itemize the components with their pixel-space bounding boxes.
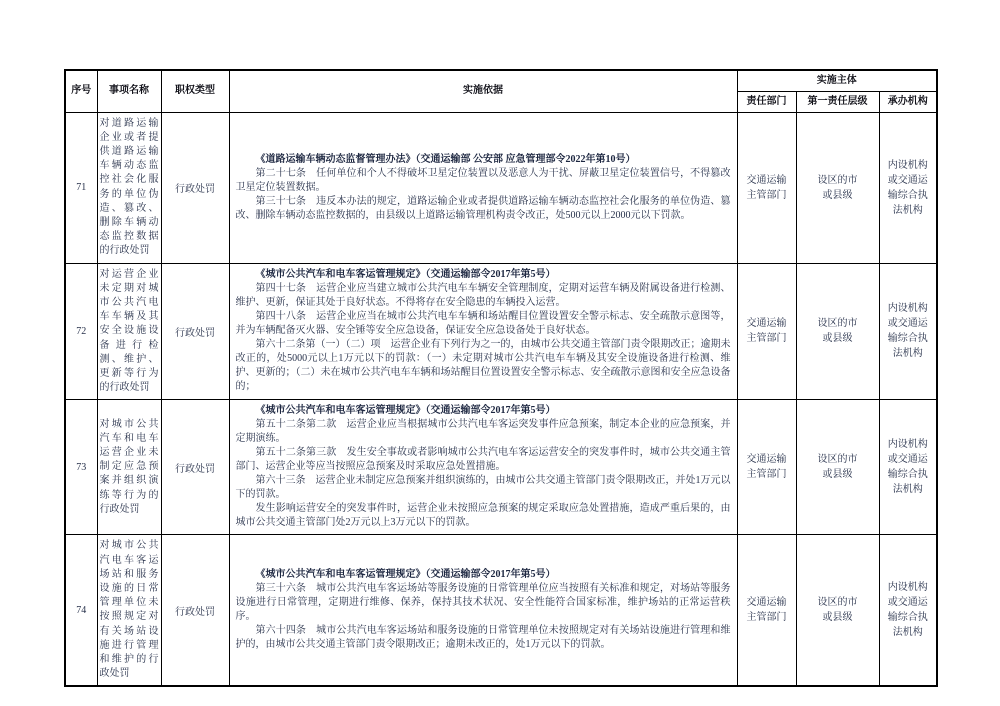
- basis-paragraphs: [236, 167, 731, 223]
- handling-agency-cell: 内设机构或交通运输综合执法机构: [879, 535, 937, 687]
- basis-law-title: 《道路运输车辆动态监督管理办法》（交通运输部 公安部 应急管理部令2022年第10号）: [255, 153, 636, 165]
- item-name-cell: 对运营企业未定期对城市公共汽电车车辆及其安全设施设备进行检测、维护、更新等行为的行政处罚: [97, 263, 161, 400]
- implementation-basis-cell: [229, 400, 737, 535]
- table-row: [65, 400, 937, 535]
- authority-type-cell: 行政处罚: [161, 400, 229, 535]
- table-body: [65, 112, 937, 686]
- basis-law-title: 《城市公共汽车和电车客运管理规定》（交通运输部令2017年第5号）: [255, 569, 556, 581]
- responsibility-level-cell: 设区的市或县级: [796, 400, 879, 535]
- handling-agency-cell: 内设机构或交通运输综合执法机构: [879, 263, 937, 400]
- basis-paragraph: 第六十三条 运营企业未制定应急预案并组织演练的，由城市公共交通主管部门责令限期改正，并处1万元以下的罚款。: [235, 475, 731, 501]
- basis-law-title: 《城市公共汽车和电车客运管理规定》（交通运输部令2017年第5号）: [255, 269, 556, 281]
- basis-paragraph: 第五十二条第三款 发生安全事故或者影响城市公共汽电车客运运营安全的突发事件时，城市公共交通主管部门、运营企业等应当按照应急预案及时采取应急处置措施。: [235, 447, 731, 473]
- basis-paragraphs: [236, 582, 731, 652]
- header-handling-agency: 承办机构: [879, 91, 937, 112]
- serial-number-cell: 74: [65, 535, 97, 687]
- header-authority-type: 职权类型: [161, 70, 229, 112]
- responsible-department-cell: 交通运输主管部门: [737, 112, 796, 263]
- header-implementation-subject: 实施主体: [737, 70, 937, 91]
- basis-paragraph: 第二十七条 任何单位和个人不得破坏卫星定位装置以及恶意人为干扰、屏蔽卫星定位装置信号，不得篡改卫星定位装置数据。: [235, 167, 731, 193]
- basis-paragraphs: [236, 418, 731, 530]
- authority-type-cell: 行政处罚: [161, 112, 229, 263]
- basis-paragraph: 发生影响运营安全的突发事件时，运营企业未按照应急预案的规定采取应急处置措施，造成严重后果的，由城市公共交通主管部门处2万元以上3万元以下的罚款。: [235, 503, 731, 529]
- responsible-department-cell: 交通运输主管部门: [737, 400, 796, 535]
- basis-paragraph: 第三十七条 违反本办法的规定，道路运输企业或者提供道路运输车辆动态监控社会化服务的单位伪造、篡改、删除车辆动态监控数据的，由县级以上道路运输管理机构责令改正，处500元以上2000元以下罚款。: [235, 195, 731, 221]
- item-name-cell: 对城市公共汽电车客运场站和服务设施的日常管理单位未按照规定对有关场站设施进行管理和维护的行政处罚: [97, 535, 161, 687]
- basis-paragraph: 第五十二条第二款 运营企业应当根据城市公共汽电车客运突发事件应急预案，制定本企业的应急预案，并定期演练。: [235, 419, 731, 445]
- authority-type-cell: 行政处罚: [161, 535, 229, 687]
- table-row: [65, 263, 937, 400]
- item-name-cell: 对城市公共汽车和电车运营企业未制定应急预案并组织演练等行为的行政处罚: [97, 400, 161, 535]
- basis-law-title: 《城市公共汽车和电车客运管理规定》（交通运输部令2017年第5号）: [255, 405, 556, 417]
- basis-paragraph: 第四十八条 运营企业应当在城市公共汽电车车辆和场站醒目位置设置安全警示标志、安全疏散示意图等，并为车辆配备灭火器、安全锤等安全应急设备，保证安全应急设备处于良好状态。: [235, 311, 731, 337]
- responsibility-level-cell: 设区的市或县级: [796, 535, 879, 687]
- responsibility-level-cell: 设区的市或县级: [796, 112, 879, 263]
- responsibility-level-cell: 设区的市或县级: [796, 263, 879, 400]
- basis-paragraph: 第三十六条 城市公共汽电车客运场站等服务设施的日常管理单位应当按照有关标准和规定，对场站等服务设施进行日常管理，定期进行维修、保养，保持其技术状况、安全性能符合国家标准，维护场站的正常运营秩序。: [235, 583, 731, 623]
- responsible-department-cell: 交通运输主管部门: [737, 535, 796, 687]
- implementation-basis-cell: [229, 263, 737, 400]
- penalty-items-table: [64, 69, 938, 687]
- header-implementation-basis: 实施依据: [229, 70, 737, 112]
- header-serial-number: 序号: [65, 70, 97, 112]
- serial-number-cell: 72: [65, 263, 97, 400]
- implementation-basis-cell: [229, 112, 737, 263]
- basis-paragraph: 第四十七条 运营企业应当建立城市公共汽电车车辆安全管理制度，定期对运营车辆及附属设备进行检测、维护、更新，保证其处于良好状态。不得将存在安全隐患的车辆投入运营。: [235, 283, 731, 309]
- authority-type-cell: 行政处罚: [161, 263, 229, 400]
- header-responsible-department: 责任部门: [737, 91, 796, 112]
- header-row-1: [65, 70, 937, 91]
- header-item-name: 事项名称: [97, 70, 161, 112]
- serial-number-cell: 71: [65, 112, 97, 263]
- basis-paragraph: 第六十二条第（一）（二）项 运营企业有下列行为之一的，由城市公共交通主管部门责令限期改正；逾期未改正的，处5000元以上1万元以下的罚款：（一）未定期对城市公共汽电车车辆及其安全设施设备进行检测、维护、更新的；（二）未在城市公共汽电车车辆和场站醒目位置设置安全警示标志、安全疏散示意图和安全应急设备的；: [235, 339, 731, 393]
- handling-agency-cell: 内设机构或交通运输综合执法机构: [879, 112, 937, 263]
- serial-number-cell: 73: [65, 400, 97, 535]
- basis-paragraph: 第六十四条 城市公共汽电车客运场站和服务设施的日常管理单位未按照规定对有关场站设施进行管理和维护的，由城市公共交通主管部门责令限期改正；逾期未改正的，处1万元以下的罚款。: [235, 625, 731, 651]
- handling-agency-cell: 内设机构或交通运输综合执法机构: [879, 400, 937, 535]
- table-row: [65, 112, 937, 263]
- responsible-department-cell: 交通运输主管部门: [737, 263, 796, 400]
- basis-paragraphs: [236, 282, 731, 394]
- table-row: [65, 535, 937, 687]
- header-first-responsibility-level: 第一责任层级: [796, 91, 879, 112]
- implementation-basis-cell: [229, 535, 737, 687]
- table-header: [65, 70, 937, 112]
- item-name-cell: 对道路运输企业或者提供道路运输车辆动态监控社会化服务的单位伪造、篡改、删除车辆动态监控数据的行政处罚: [97, 112, 161, 263]
